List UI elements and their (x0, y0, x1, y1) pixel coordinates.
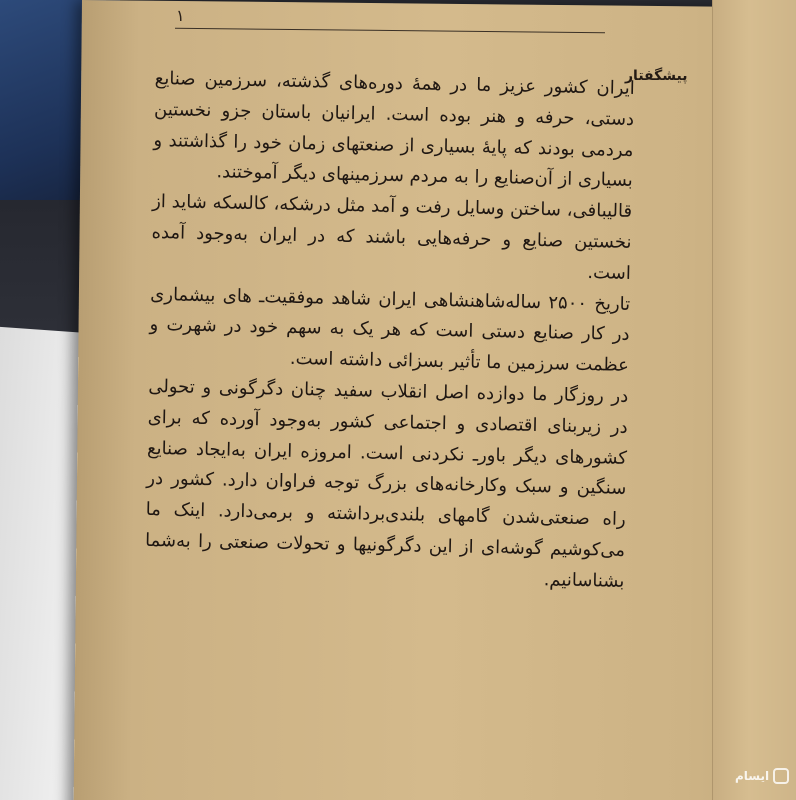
paragraph: تاریخ ۲۵۰۰ ساله‌شاهنشاهی ایران شاهد موفقیت‌ـ های بیشماری در کار صنایع دستی است که هر یک به سهم خود در شهرت و عظمت سرزمین ما تأثیر بسزائی داشته است. (149, 283, 631, 377)
body-text (144, 64, 635, 597)
book-page-right-fold (712, 0, 796, 800)
watermark (735, 768, 789, 784)
page-number: ۱ (176, 6, 185, 25)
watermark-logo-icon (773, 768, 789, 784)
paragraph: ایران کشور عزیز ما در همهٔ دوره‌های گذشته، سرزمین صنایع دستی، حرفه و هنر بوده است. ایرانیان باستان جزو نخستین مردمی بودند که پایهٔ بسیاری از صنعتهای زمان خود را گذاشتند و بسیاری از آن‌صنایع را به مردم سرزمینهای دیگر آموختند. (153, 67, 635, 192)
paragraph: قالیبافی، ساختن وسایل رفت و آمد مثل درشکه، کالسکه شاید از نخستین صنایع و حرفه‌هایی باشند که در ایران به‌وجود آمده است. (151, 191, 633, 284)
section-heading: پیشگفتار (625, 68, 688, 84)
paragraph: در روزگار ما دوازده اصل انقلاب سفید چنان دگرگونی و تحولی در زیربنای اقتصادی و اجتماعی کشور به‌وجود آورده که برای کشورهای دیگر باور‌ـ نکردنی است. امروزه ایران به‌ایجاد صنایع سنگین و سبک وکارخانه‌های بزرگ توجه فراوان دارد. کشور در راه صنعتی‌شدن گامهای بلندی‌برداشته و برمی‌دارد. اینک ما می‌کوشیم گوشه‌ای از این دگرگونیها و تحولات صنعتی را به‌شما بشناسانیم. (144, 375, 629, 592)
watermark-text: ایسام (735, 769, 770, 783)
